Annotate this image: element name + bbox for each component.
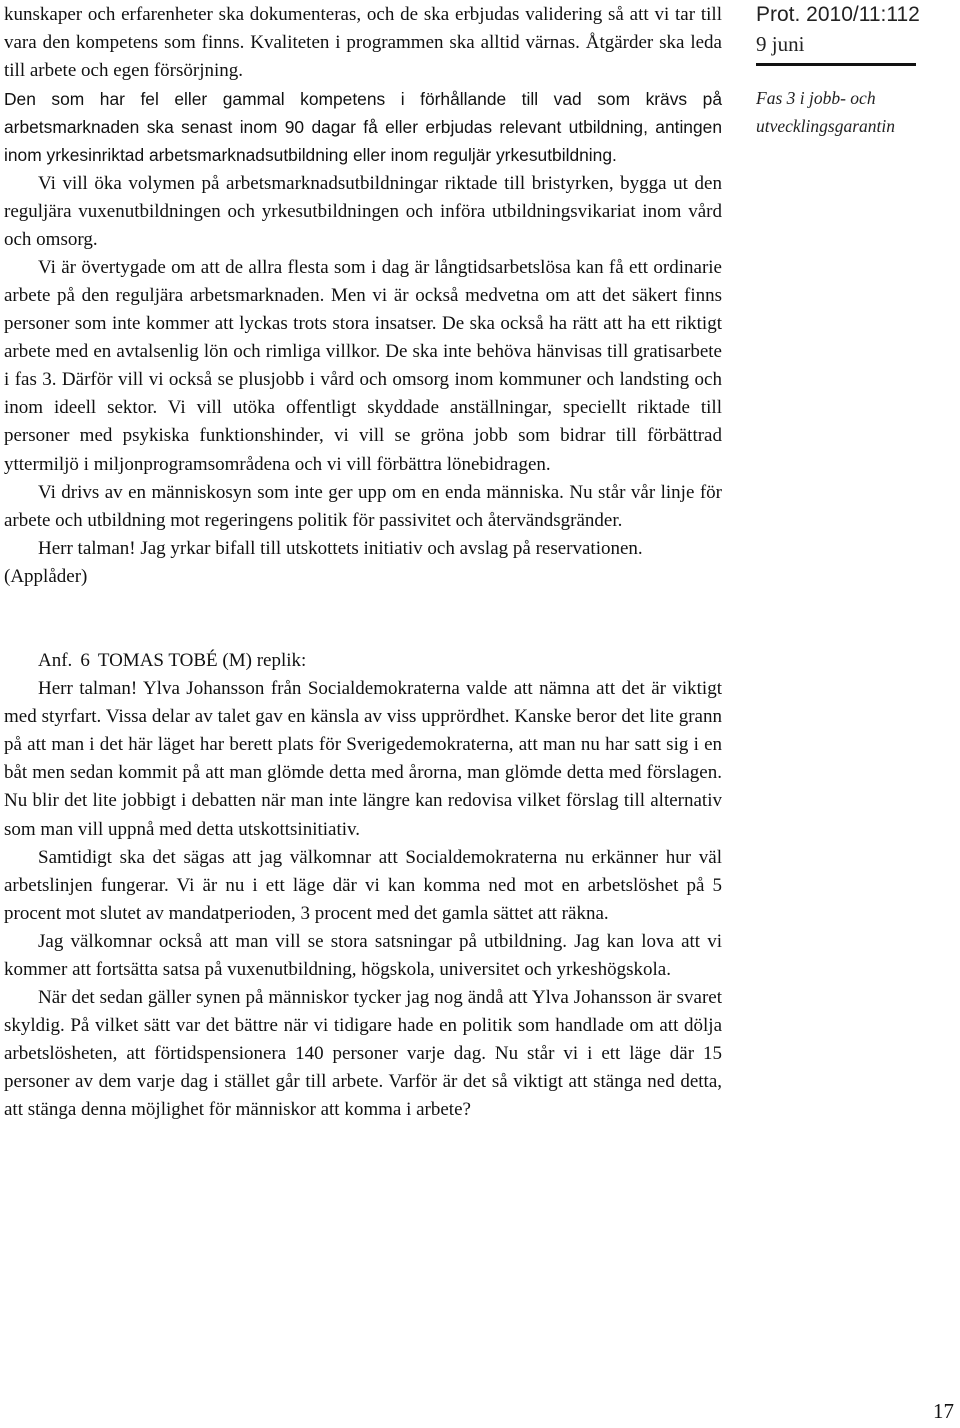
body-text (4, 1, 722, 1125)
applause-note: (Applåder) (4, 565, 88, 587)
topic-title (756, 84, 956, 140)
paragraph: Jag välkomnar också att man vill se stora satsningar på utbildning. Jag kan lova att vi kommer att fortsätta satsa på vuxenutbildning, högskola, universitet och yrkeshögskola. (4, 930, 722, 980)
paragraph: Den som har fel eller gammal kompetens i förhållande till vad som krävs på arbetsmarknaden ska senast inom 90 dagar få eller erbjudas relevant utbildning, antingen inom yrkesinriktad arbetsmarknadsutbildning eller inom reguljär yrkesutbildning. (4, 89, 722, 166)
paragraph: Vi vill öka volymen på arbetsmarknadsutbildningar riktade till bristyrken, bygga ut den reguljära vuxenutbildningen och yrkesutbildningen och införa utbildningsvikariat inom vård och omsorg. (4, 172, 722, 250)
page-number: 17 (933, 1399, 954, 1423)
protocol-number: Prot. 2010/11:112 (756, 3, 920, 26)
paragraph: Herr talman! Jag yrkar bifall till utskottets initiativ och avslag på reservationen. (38, 537, 643, 559)
paragraph: När det sedan gäller synen på människor tycker jag nog ändå att Ylva Johansson är svaret skyldig. På vilket sätt var det bättre när vi tidigare hade en politik som handlade om att dölja arbetslösheten, att förtidspensionera 140 personer varje dag. Nu står vi i ett läge där 15 personer av dem varje dag i stället går till arbete. Varför är det så viktigt att stänga ned detta, att stänga denna möjlighet för människor att komma i arbete? (4, 987, 722, 1121)
paragraph: Vi är övertygade om att de allra flesta som i dag är långtidsarbetslösa kan få ett ordinarie arbete på den reguljära arbetsmarknaden. Men vi är också medvetna om att det säkert finns personer som inte kommer att lyckas trots stora insatser. De ska också ha rätt att ha ett riktigt arbete med en avtalsenlig lön och rimliga villkor. De ska inte behöva hänvisas till gratisarbete i fas 3. Därför vill vi också se plusjobb i vård och omsorg inom kommuner och landsting och inom ideell sektor. Vi vill utöka offentligt skyddade anställningar, speciellt riktade till personer med psykiska funktionshinder, vi vill se gröna jobb som bidrar till förbättrad yttermiljö i miljonprogramsområdena och vi vill förbättra lönebidragen. (4, 256, 722, 475)
speaker-heading (4, 647, 722, 675)
paragraph: Vi drivs av en människosyn som inte ger upp om en enda människa. Nu står vår linje för arbete och utbildning mot regeringens politik för passivitet och återvändsgränder. (4, 481, 722, 531)
protocol-date: 9 juni (756, 32, 805, 56)
paragraph: Samtidigt ska det sägas att jag välkomnar att Socialdemokraterna nu erkänner hur väl arbetslinjen fungerar. Vi är nu i ett läge där vi kan komma ned mot en arbetslöshet på 5 procent mot slutet av mandatperioden, 3 procent med det gamla sättet att räkna. (4, 846, 722, 924)
margin-divider (756, 63, 916, 66)
speaker-name: TOMAS TOBÉ (M) replik: (97, 649, 307, 671)
topic-line: Fas 3 i jobb- och (756, 88, 876, 108)
paragraph: kunskaper och erfarenheter ska dokumenteras, och de ska erbjudas validering så att vi tar till vara den kompetens som finns. Kvaliteten i programmen ska alltid värnas. Åtgärder ska leda till arbete och egen försörjning. (4, 4, 722, 82)
section-spacer (4, 591, 722, 647)
paragraph: Herr talman! Ylva Johansson från Socialdemokraterna valde att nämna att det är viktigt med styrfart. Vissa delar av talet gav en känsla av viss upprördhet. Kanske beror det lite grann på att man i det här läget har berett plats för Sverigedemokraterna, att man nu har satt sig i en båt men sedan kommit på att man glömde detta med årorna, man glömde detta med förslagen. Nu blir det lite jobbigt i debatten när man inte längre kan redovisa vilket förslag till alternativ som man vill uppnå med detta utskottsinitiativ. (4, 678, 722, 840)
margin-column (756, 0, 956, 140)
speaker-anf-label: Anf. (38, 649, 73, 671)
topic-line: utvecklingsgarantin (756, 116, 896, 136)
speaker-number: 6 (80, 649, 90, 671)
